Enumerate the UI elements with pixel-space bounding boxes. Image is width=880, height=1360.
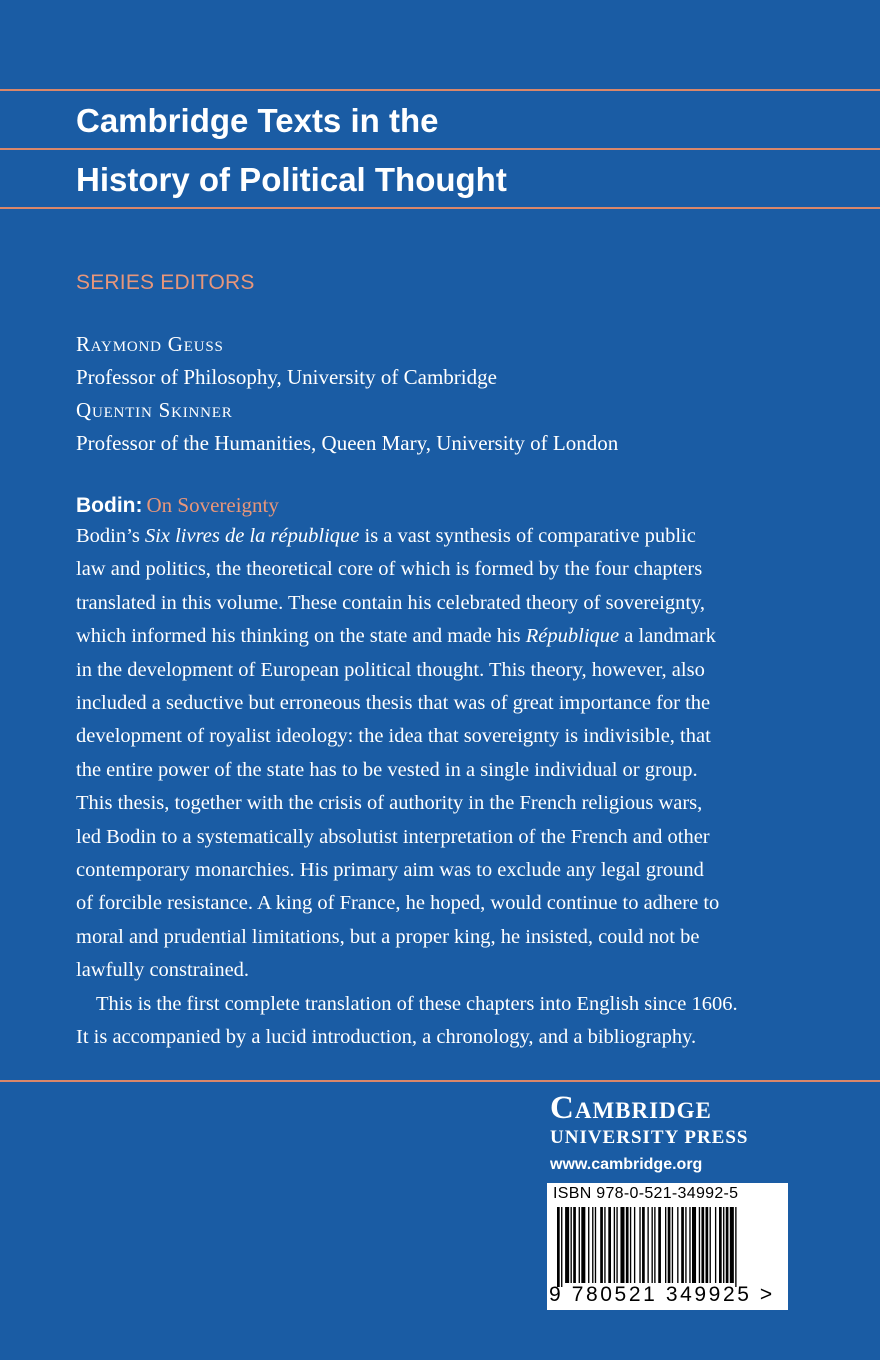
barcode-bar <box>652 1207 653 1283</box>
book-author: Bodin: <box>76 494 143 517</box>
barcode-bar <box>668 1207 671 1283</box>
barcode-bar <box>701 1207 704 1283</box>
barcode-bar <box>658 1207 661 1283</box>
barcode-bar <box>710 1207 711 1283</box>
publisher-name: Cambridge <box>550 1090 712 1126</box>
barcode-bar <box>672 1207 673 1283</box>
barcode-bar <box>685 1207 686 1283</box>
barcode-bar <box>588 1207 589 1283</box>
publisher-url: www.cambridge.org <box>550 1156 703 1173</box>
barcode-bar <box>604 1207 605 1283</box>
series-editors-heading: SERIES EDITORS <box>76 271 255 294</box>
isbn-label: ISBN 978-0-521-34992-5 <box>553 1185 739 1202</box>
barcode-bar <box>620 1207 624 1283</box>
barcode-bar <box>706 1207 709 1283</box>
description-line: law and politics, the theoretical core of which is formed by the four chapters <box>76 558 703 581</box>
description-line: moral and prudential limitations, but a proper king, he insisted, could not be <box>76 925 700 948</box>
description-line: which informed his thinking on the state and made his République a landmark <box>76 625 716 648</box>
editor-affiliation: Professor of Philosophy, University of Cambridge <box>76 365 497 389</box>
barcode-digits: 9 780521 349925 > <box>549 1283 775 1306</box>
barcode-bar <box>730 1207 734 1283</box>
description-line: contemporary monarchies. His primary aim was to exclude any legal ground <box>76 859 704 882</box>
description-paragraph <box>76 520 806 988</box>
barcode-bar <box>561 1207 562 1287</box>
description-line: development of royalist ideology: the idea that sovereignty is indivisible, that <box>76 725 711 748</box>
barcode-bar <box>654 1207 655 1283</box>
editor-affiliation: Professor of the Humanities, Queen Mary, University of London <box>76 431 619 455</box>
barcode-bar <box>592 1207 593 1283</box>
editor-name: Quentin Skinner <box>76 398 233 422</box>
barcode-bar <box>681 1207 684 1283</box>
barcode-bar <box>581 1207 585 1283</box>
barcode-bar <box>579 1207 580 1283</box>
barcode-bar <box>630 1207 631 1283</box>
barcode-bar <box>571 1207 572 1283</box>
barcode-bar <box>647 1207 648 1283</box>
barcode-bar <box>677 1207 678 1283</box>
barcode-bar <box>573 1207 576 1283</box>
barcode-bar <box>715 1207 716 1283</box>
publisher-subname: UNIVERSITY PRESS <box>550 1127 749 1148</box>
description-line: led Bodin to a systematically absolutist interpretation of the French and other <box>76 825 710 848</box>
barcode-bar <box>665 1207 666 1283</box>
barcode-bar <box>692 1207 696 1283</box>
description-paragraph <box>76 988 806 1055</box>
barcode-bar <box>557 1207 560 1287</box>
description-line: This is the first complete translation of these chapters into English since 1606. <box>96 992 738 1015</box>
book-description <box>76 520 806 1055</box>
publisher-logo <box>550 1090 790 1174</box>
lower-rule <box>0 207 880 209</box>
barcode-bar <box>595 1207 596 1283</box>
description-line: of forcible resistance. A king of France, he hoped, would continue to adhere to <box>76 892 720 915</box>
series-title-line-2: History of Political Thought <box>76 161 507 198</box>
barcode-bar <box>719 1207 722 1283</box>
series-editors-list <box>76 328 618 460</box>
middle-rule <box>0 148 880 150</box>
description-line: the entire power of the state has to be vested in a single individual or group. <box>76 758 698 781</box>
book-title: On Sovereignty <box>146 493 279 517</box>
description-line: included a seductive but erroneous thesis that was of great importance for the <box>76 692 711 715</box>
barcode-bar <box>642 1207 645 1283</box>
barcode-bar <box>689 1207 690 1283</box>
bottom-rule <box>0 1080 880 1082</box>
barcode-bar <box>616 1207 617 1283</box>
series-title-line-1: Cambridge Texts in the <box>76 102 439 139</box>
barcode-bar <box>639 1207 640 1283</box>
description-line: in the development of European political thought. This theory, however, also <box>76 658 705 681</box>
description-line: translated in this volume. These contain his celebrated theory of sovereignty, <box>76 591 706 614</box>
work-title: République <box>525 625 620 648</box>
barcode-bar <box>600 1207 603 1283</box>
book-heading <box>76 491 279 520</box>
barcode-bar <box>608 1207 611 1283</box>
description-line: lawfully constrained. <box>76 959 250 982</box>
description-line: Bodin’s Six livres de la république is a vast synthesis of comparative public <box>76 525 696 547</box>
barcode-bar <box>565 1207 569 1283</box>
barcode-bar <box>614 1207 615 1283</box>
editor-name: Raymond Geuss <box>76 332 224 356</box>
work-title: Six livres de la république <box>144 525 360 547</box>
barcode-bar <box>726 1207 729 1283</box>
barcode-bar <box>699 1207 700 1283</box>
isbn-barcode <box>547 1183 788 1310</box>
barcode-bar <box>735 1207 736 1287</box>
description-line: It is accompanied by a lucid introduction, a chronology, and a bibliography. <box>76 1026 697 1049</box>
barcode-bar <box>626 1207 629 1283</box>
barcode-bar <box>634 1207 635 1283</box>
top-rule <box>0 89 880 91</box>
barcode-bar <box>723 1207 724 1283</box>
description-line: This thesis, together with the crisis of authority in the French religious wars, <box>76 792 703 815</box>
